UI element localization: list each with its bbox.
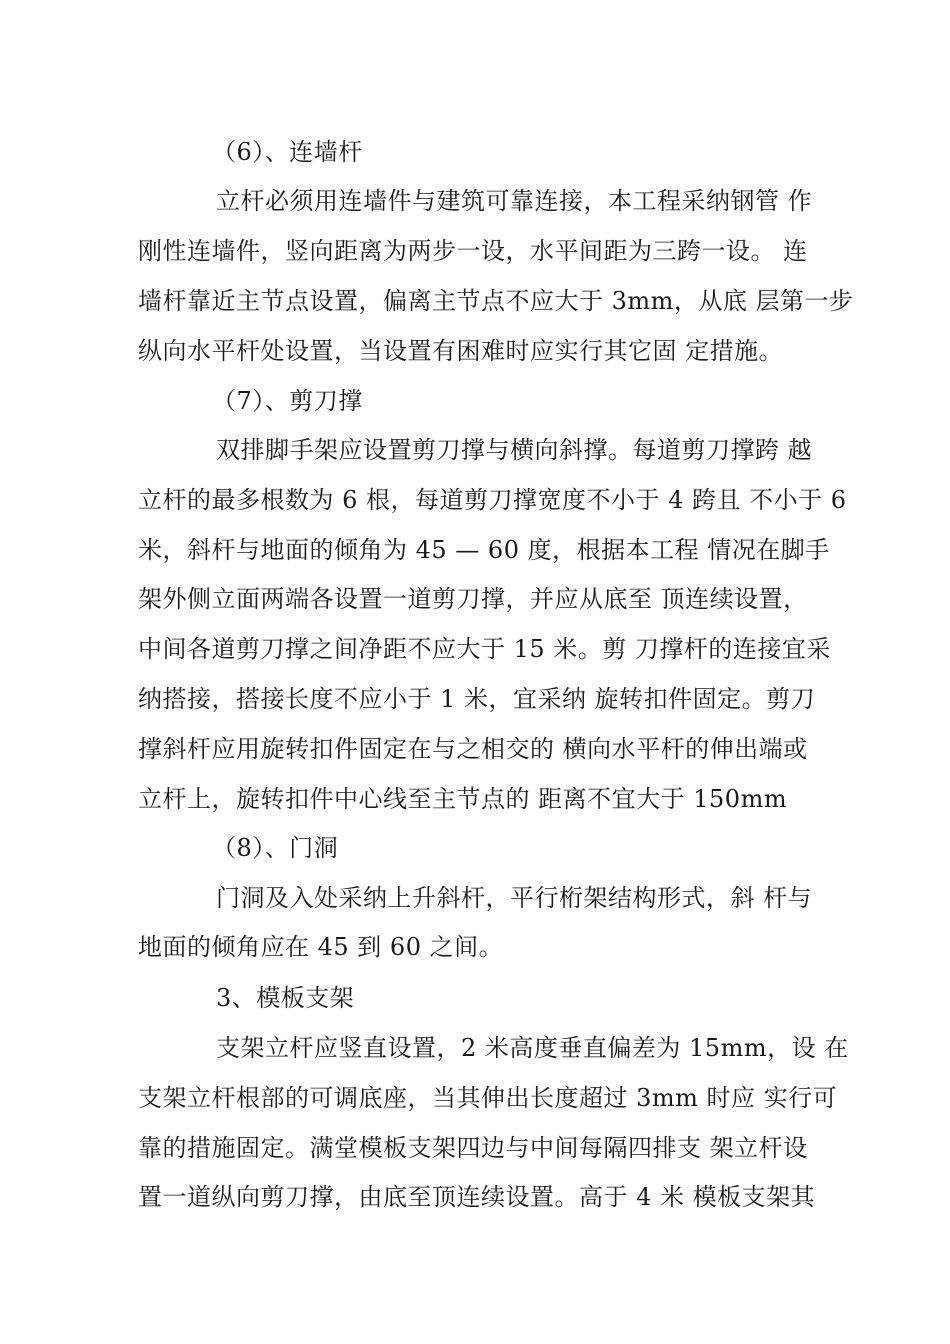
paragraph-line: 纵向水平杆处设置，当设置有困难时应实行其它固 定措施。 <box>138 337 784 365</box>
section-heading-formwork: 3、模板支架 <box>216 984 355 1012</box>
paragraph-line: 地面的倾角应在 45 到 60 之间。 <box>138 933 504 961</box>
paragraph-line: 架外侧立面两端各设置一道剪刀撑，并应从底至 顶连续设置， <box>138 585 808 613</box>
paragraph-line: 支架立杆根部的可调底座，当其伸出长度超过 3mm 时应 实行可 <box>138 1084 838 1112</box>
paragraph-line: 中间各道剪刀撑之间净距不应大于 15 米。剪 刀撑杆的连接宜采 <box>138 635 831 663</box>
section-heading-8: （8）、门洞 <box>212 834 339 862</box>
paragraph-line: 撑斜杆应用旋转扣件固定在与之相交的 横向水平杆的伸出端或 <box>138 735 808 763</box>
paragraph-line: 立杆上，旋转扣件中心线至主节点的 距离不宜大于 150mm <box>138 785 788 813</box>
paragraph-line: 纳搭接，搭接长度不应小于 1 米，宜采纳 旋转扣件固定。剪刀 <box>138 685 816 713</box>
paragraph-line: 墙杆靠近主节点设置，偏离主节点不应大于 3mm，从底 层第一步 <box>138 287 854 315</box>
section-heading-6: （6）、连墙杆 <box>212 138 363 166</box>
paragraph-line: 靠的措施固定。满堂模板支架四边与中间每隔四排支 架立杆设 <box>138 1134 808 1162</box>
section-heading-7: （7）、剪刀撑 <box>212 387 363 415</box>
paragraph-line: 双排脚手架应设置剪刀撑与横向斜撑。每道剪刀撑跨 越 <box>216 436 813 464</box>
paragraph-line: 立杆的最多根数为 6 根，每道剪刀撑宽度不小于 4 跨且 不小于 6 <box>138 486 847 514</box>
paragraph-line: 置一道纵向剪刀撑，由底至顶连续设置。高于 4 米 模板支架其 <box>138 1183 816 1211</box>
paragraph-line: 支架立杆应竖直设置，2 米高度垂直偏差为 15mm，设 在 <box>216 1034 849 1062</box>
paragraph-line: 门洞及入处采纳上升斜杆，平行桁架结构形式，斜 杆与 <box>216 884 813 912</box>
paragraph-line: 米，斜杆与地面的倾角为 45 — 60 度，根据本工程 情况在脚手 <box>138 536 830 564</box>
paragraph-line: 刚性连墙件，竖向距离为两步一设，水平间距为三跨一设。 连 <box>138 237 808 265</box>
paragraph-line: 立杆必须用连墙件与建筑可靠连接，本工程采纳钢管 作 <box>216 187 813 215</box>
